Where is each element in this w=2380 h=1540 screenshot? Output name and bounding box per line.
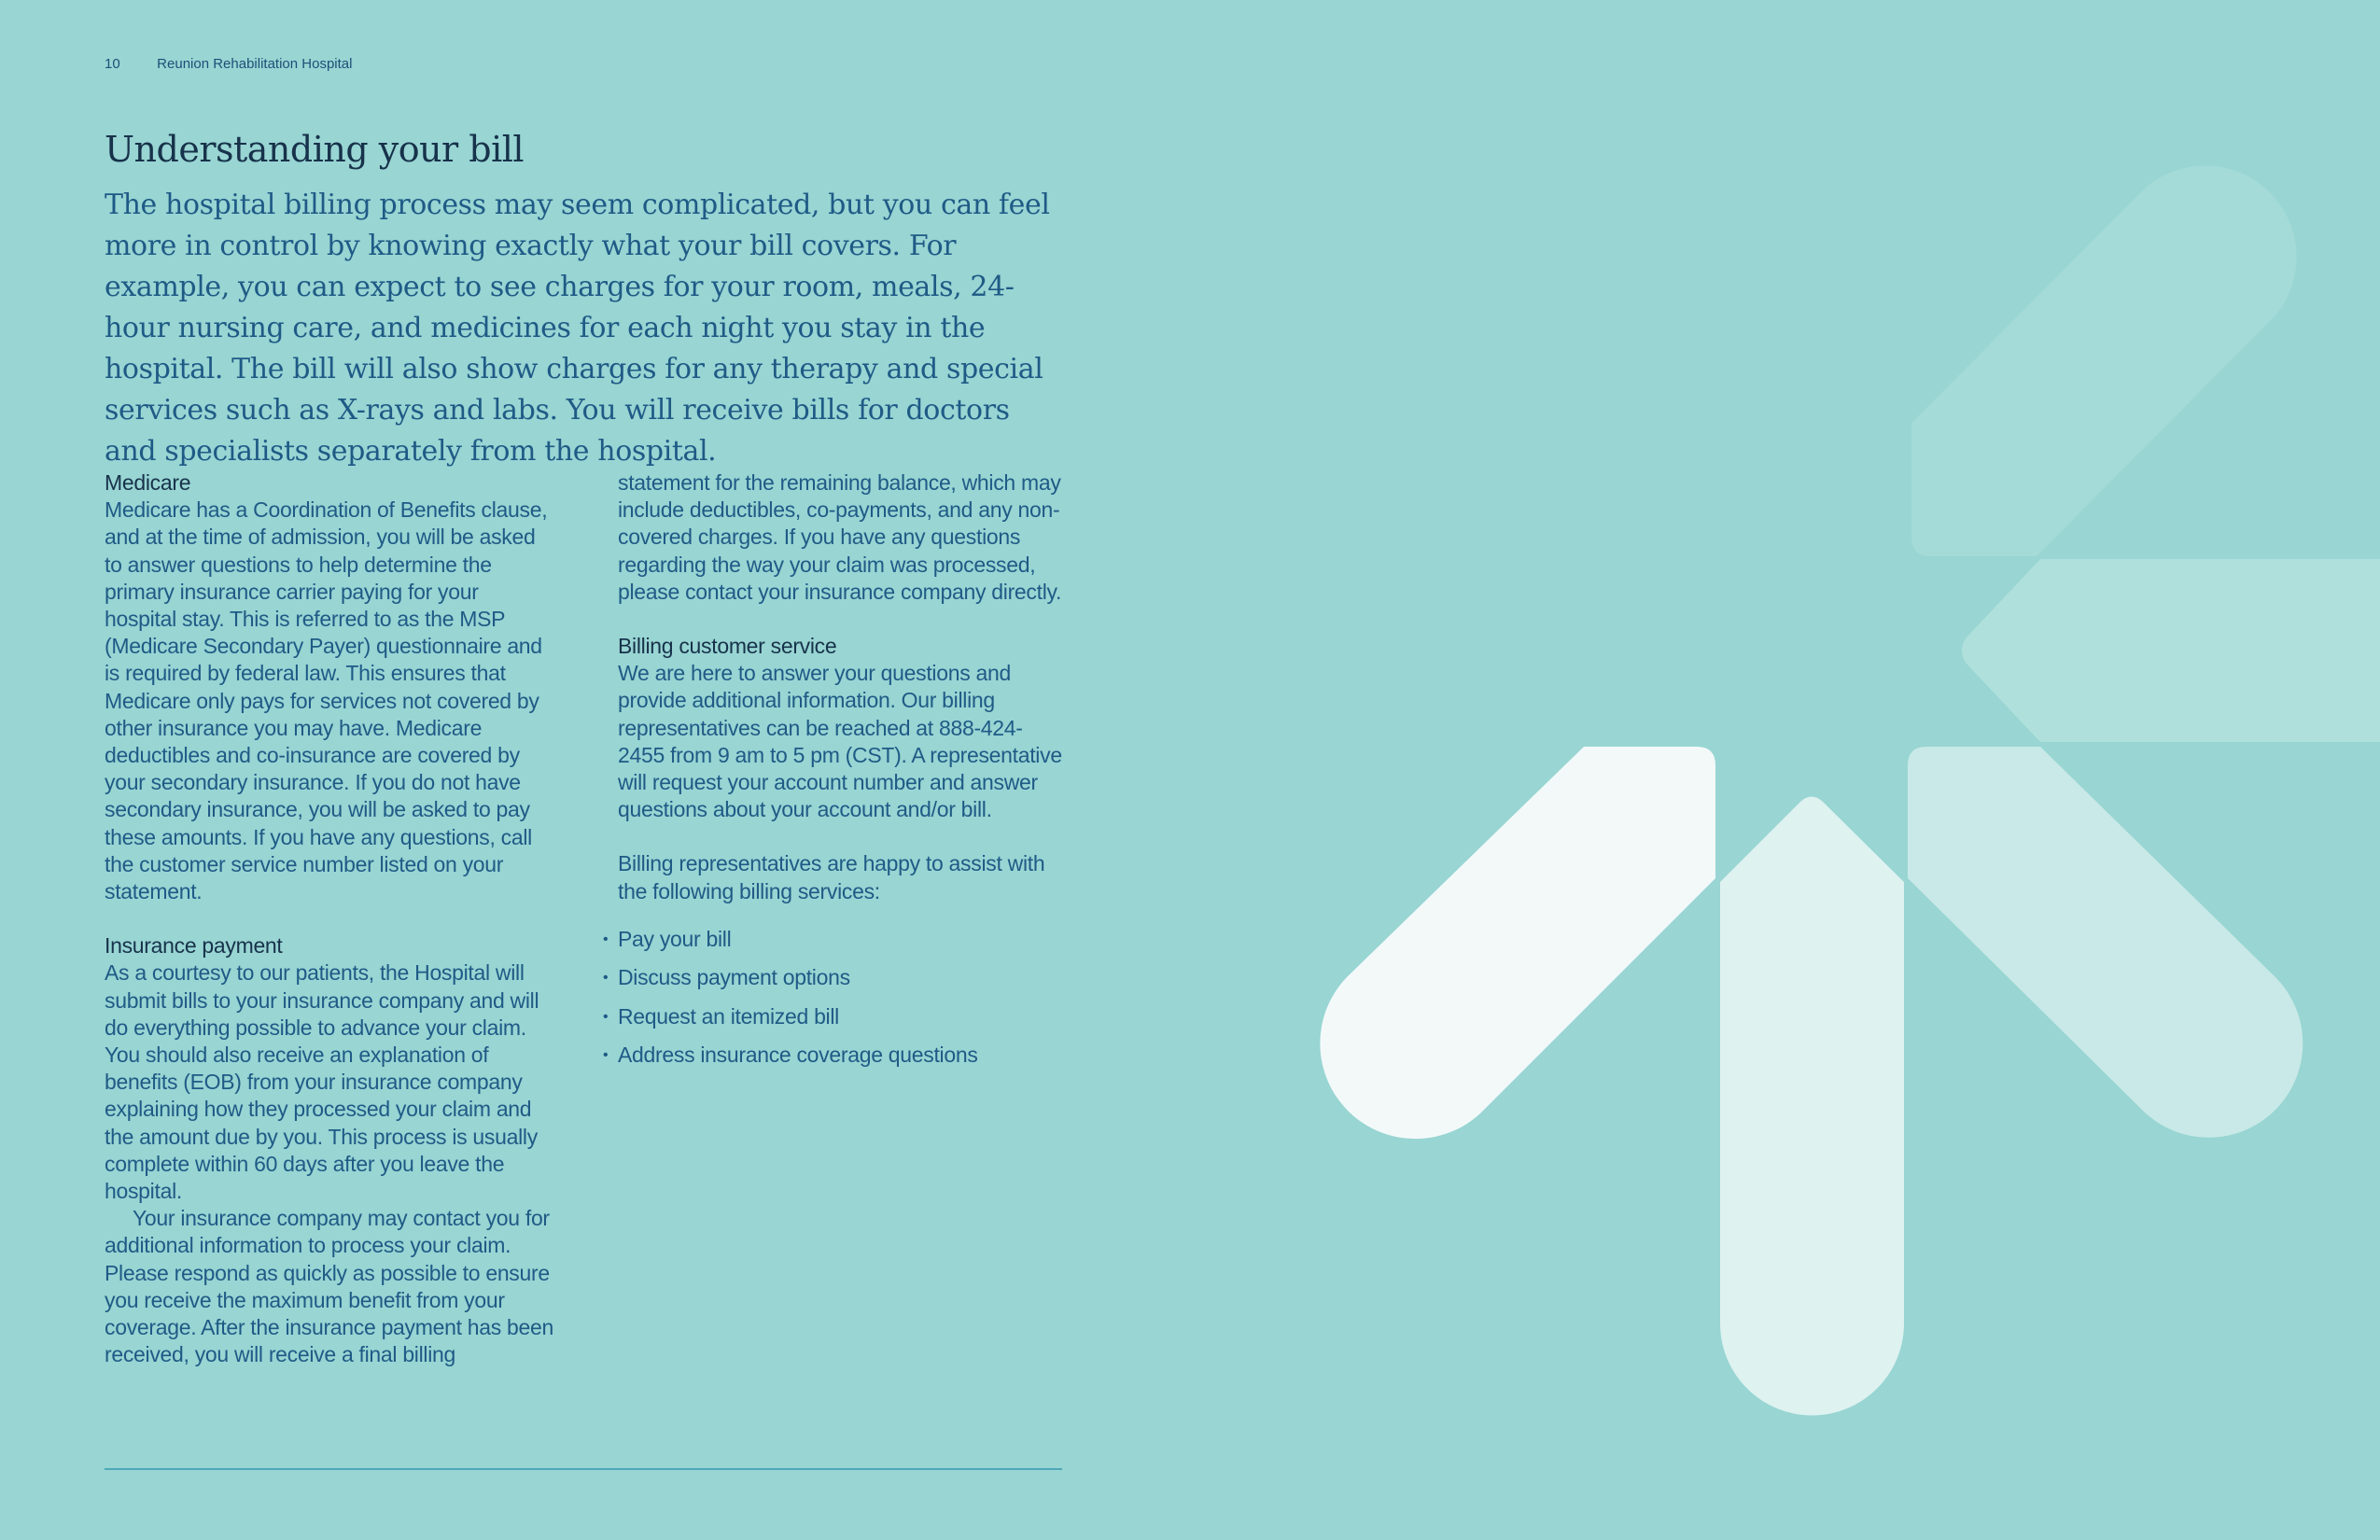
medicare-heading: Medicare xyxy=(105,470,191,495)
intro-paragraph: The hospital billing process may seem complicated, but you can feel more in control by knowing exactly what your bill covers. For example, you can expect to see charges for your room, meals, 24-hour nursing care, and medicines for each night you stay in the hospital. The bill will also show charges for any therapy and special services such as X-rays and labs. You will receive bills for doctors and specialists separately from the hospital. xyxy=(105,189,1050,468)
insurance-body-1: As a courtesy to our patients, the Hospital will submit bills to your insurance company and will do everything possible to advance your claim. You should also receive an explanation of benefits (EOB) from your insurance company explaining how they processed your claim and the amount due by you. This process is usually complete within 60 days after you leave the hospital. xyxy=(105,960,539,1204)
list-item: • Request an itemized bill xyxy=(618,1003,1066,1043)
insurance-heading: Insurance payment xyxy=(105,933,283,959)
billing-body-2: Billing representatives are happy to assist with the following billing services: xyxy=(618,851,1045,903)
insurance-body-continued: statement for the remaining balance, which may include deductibles, co-payments, and any non-covered charges. If you have any questions regarding the way your claim was processed, please contact your insurance company directly. xyxy=(618,470,1062,604)
page-number: 10 xyxy=(105,56,120,72)
graphic-petal-lower-left xyxy=(1320,747,1715,1139)
page-title: Understanding your bill xyxy=(105,129,525,170)
graphic-petal-right xyxy=(1962,559,2380,742)
medicare-body: Medicare has a Coordination of Benefits clause, and at the time of admission, you will be asked to answer questions to help determine the primary insurance carrier paying for your hospital stay. This is referred to as the MSP (Medicare Secondary Payer) questionnaire and is required by federal law. This ensures that Medicare only pays for services not covered by other insurance you may have. Medicare deductibles and co-insurance are covered by your secondary insurance. If you do not have secondary insurance, you will be asked to pay these amounts. If you have any questions, call the customer service number listed on your statement. xyxy=(105,497,548,904)
graphic-petal-upper-right xyxy=(1911,165,2297,556)
list-item: • Address insurance coverage questions xyxy=(618,1042,1066,1081)
billing-heading: Billing customer service xyxy=(618,634,837,659)
graphic-petal-lower-right xyxy=(1908,747,2303,1138)
billing-body-1: We are here to answer your questions and provide additional information. Our billing representatives can be reached at 888-424-2455 from 9 am to 5 pm (CST). A representative will request your account number and answer questions about your account and/or bill. xyxy=(618,661,1062,822)
publication-name: Reunion Rehabilitation Hospital xyxy=(157,56,353,72)
list-item: • Discuss payment options xyxy=(618,964,1066,1003)
graphic-petal-center xyxy=(1720,797,1904,1416)
insurance-body-2: Your insurance company may contact you for additional information to process your claim. Please respond as quickly as possible to ensure you receive the maximum benefit from your coverage. After the insurance payment has been received, you will receive a final billing xyxy=(105,1206,554,1367)
list-item: • Pay your bill xyxy=(618,926,1066,965)
